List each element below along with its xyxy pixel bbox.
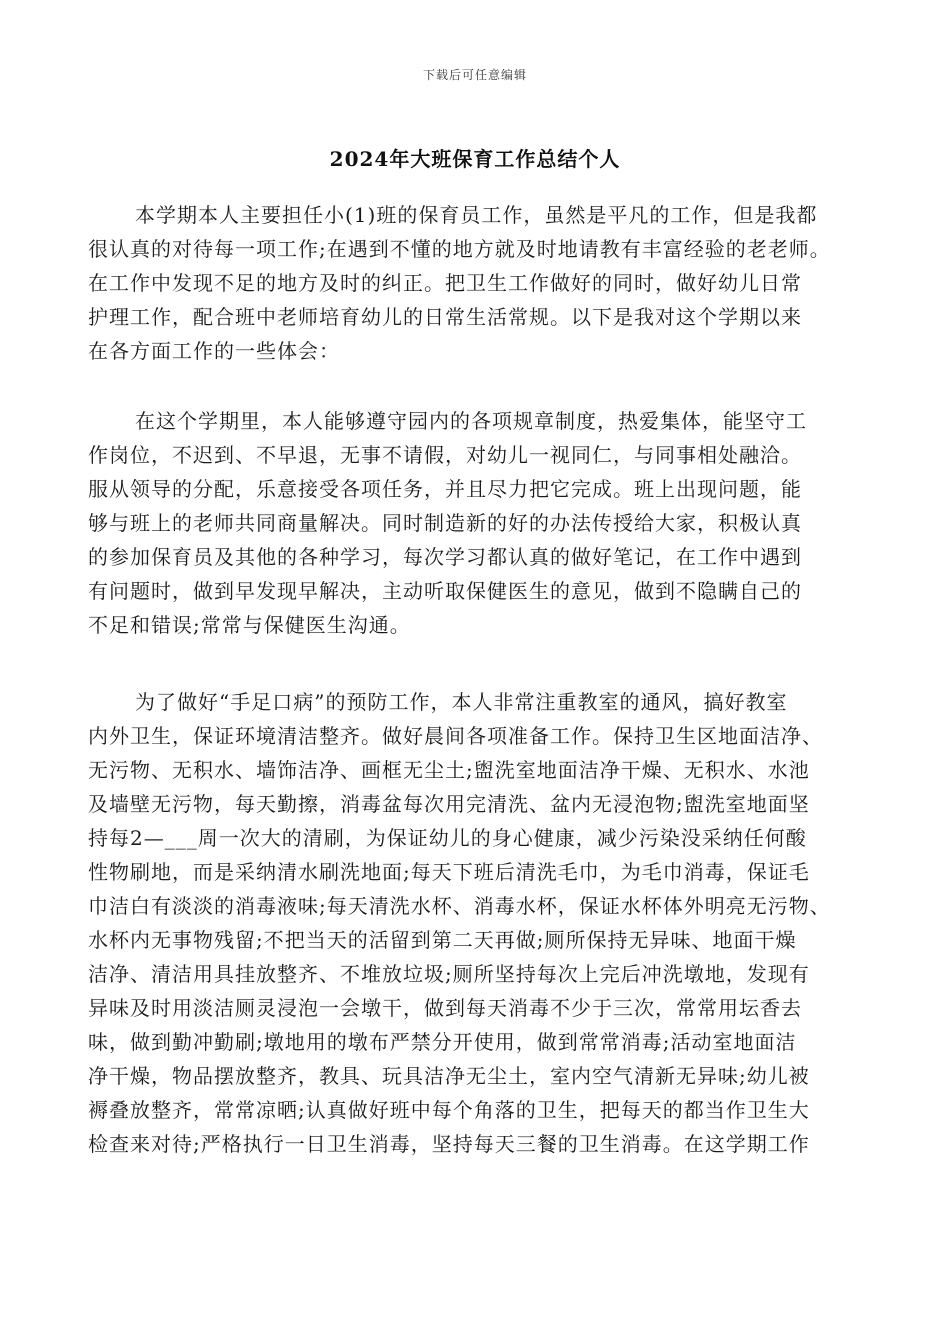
- paragraph-line: 检查来对待;严格执行一日卫生消毒，坚持每天三餐的卫生消毒。在这学期工作: [88, 1132, 810, 1156]
- paragraph-1: [88, 198, 868, 368]
- paragraph-line: 本学期本人主要担任小(1)班的保育员工作，虽然是平凡的工作，但是我都: [135, 203, 818, 227]
- paragraph-line: 及墙壁无污物，每天勤擦，消毒盆每次用完清洗、盆内无浸泡物;盥洗室地面坚: [88, 792, 810, 816]
- paragraph-line: 服从领导的分配，乐意接受各项任务，并且尽力把它完成。班上出现问题，能: [88, 477, 802, 501]
- paragraph-line: 很认真的对待每一项工作;在遇到不懂的地方就及时地请教有丰富经验的老老师。: [88, 237, 831, 261]
- paragraph-line: 不足和错误;常常与保健医生沟通。: [88, 613, 411, 637]
- paragraph-line: 净干燥，物品摆放整齐，教具、玩具洁净无尘土，室内空气清新无异味;幼儿被: [88, 1064, 810, 1088]
- header-note: 下载后可任意编辑: [422, 68, 527, 82]
- paragraph-line: 巾洁白有淡淡的消毒液味;每天清洗水杯、消毒水杯，保证水杯体外明亮无污物、: [88, 894, 831, 918]
- paragraph-line: 水杯内无事物残留;不把当天的活留到第二天再做;厕所保持无异味、地面干燥: [88, 928, 797, 952]
- document-title: 2024年大班保育工作总结个人: [329, 147, 621, 171]
- paragraph-line: 在这个学期里，本人能够遵守园内的各项规章制度，热爱集体，能坚守工: [135, 409, 807, 433]
- paragraph-line: 护理工作，配合班中老师培育幼儿的日常生活常规。以下是我对这个学期以来: [88, 305, 802, 329]
- paragraph-line: 内外卫生，保证环境清洁整齐。做好晨间各项准备工作。保持卫生区地面洁净、: [88, 724, 823, 748]
- paragraph-2: [88, 404, 868, 642]
- paragraph-line: 性物刷地，而是采纳清水刷洗地面;每天下班后清洗毛巾，为毛巾消毒，保证毛: [88, 860, 810, 884]
- paragraph-line: 褥叠放整齐，常常凉晒;认真做好班中每个角落的卫生，把每天的都当作卫生大: [88, 1098, 810, 1122]
- paragraph-line: 作岗位，不迟到、不早退，无事不请假，对幼儿一视同仁，与同事相处融洽。: [88, 443, 802, 467]
- paragraph-line: 为了做好“手足口病”的预防工作，本人非常注重教室的通风，搞好教室: [135, 690, 788, 714]
- paragraph-line: 在工作中发现不足的地方及时的纠正。把卫生工作做好的同时，做好幼儿日常: [88, 271, 802, 295]
- paragraph-line: 有问题时，做到早发现早解决，主动听取保健医生的意见，做到不隐瞒自己的: [88, 579, 802, 603]
- paragraph-line: 洁净、清洁用具挂放整齐、不堆放垃圾;厕所坚持每次上完后冲洗墩地，发现有: [88, 962, 810, 986]
- paragraph-line: 的参加保育员及其他的各种学习，每次学习都认真的做好笔记，在工作中遇到: [88, 545, 802, 569]
- paragraph-line: 够与班上的老师共同商量解决。同时制造新的好的办法传授给大家，积极认真: [88, 511, 802, 535]
- paragraph-line: 无污物、无积水、墙饰洁净、画框无尘土;盥洗室地面洁净干燥、无积水、水池: [88, 758, 810, 782]
- paragraph-line: 在各方面工作的一些体会：: [88, 339, 340, 363]
- paragraph-3: [88, 685, 868, 1161]
- paragraph-line: 异味及时用淡洁厕灵浸泡一会墩干，做到每天消毒不少于三次，常常用坛香去: [88, 996, 802, 1020]
- paragraph-line: 味，做到勤冲勤刷;墩地用的墩布严禁分开使用，做到常常消毒;活动室地面洁: [88, 1030, 797, 1054]
- paragraph-line: 持每2—___周一次大的清刷，为保证幼儿的身心健康，减少污染没采纳任何酸: [88, 826, 807, 850]
